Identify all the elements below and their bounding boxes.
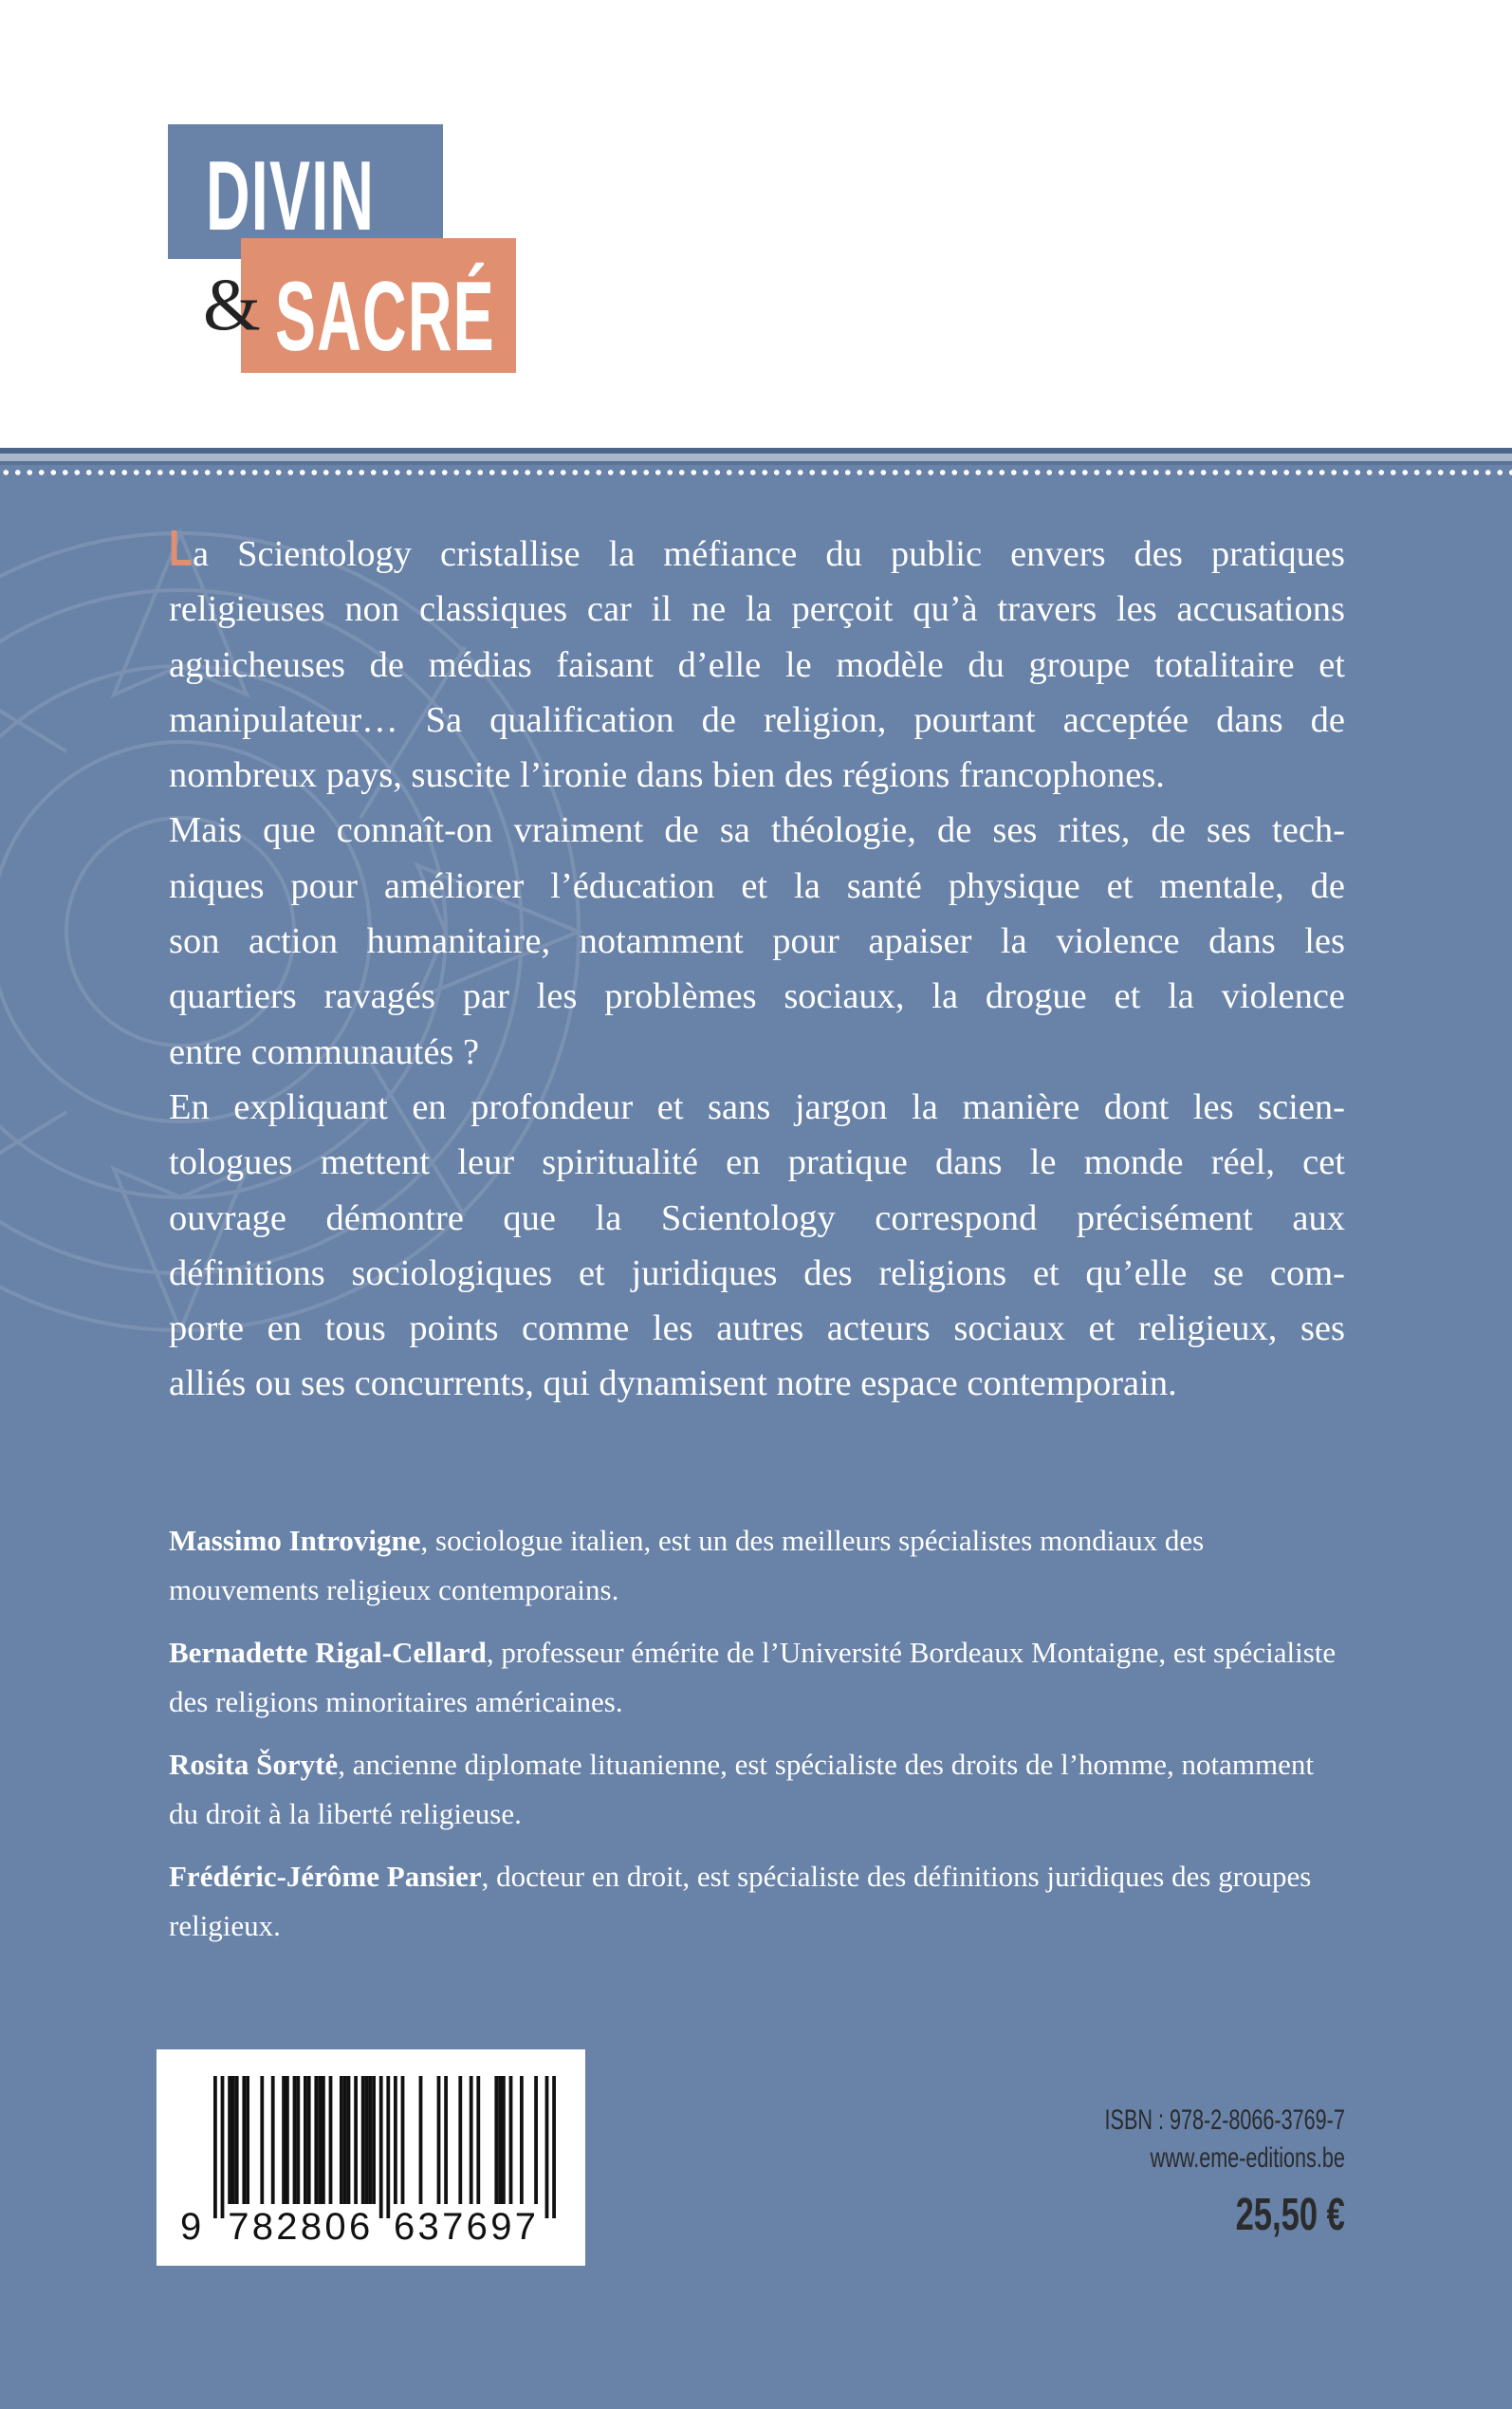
barcode-bar bbox=[221, 2076, 225, 2218]
barcode-bar bbox=[260, 2076, 264, 2204]
barcode-bar bbox=[213, 2076, 217, 2218]
barcode-bar bbox=[401, 2076, 405, 2204]
barcode-bar bbox=[502, 2076, 506, 2204]
blurb bbox=[169, 520, 1345, 1412]
barcode-bar bbox=[286, 2076, 289, 2204]
blurb-line bbox=[169, 693, 1345, 748]
barcode-digits: 637697 bbox=[394, 2206, 536, 2248]
barcode-bar bbox=[293, 2076, 297, 2204]
barcode-bar bbox=[476, 2076, 480, 2204]
barcode-bar bbox=[231, 2076, 235, 2204]
blurb-line-text: Mais que connaît-on vraiment de sa théologie, de ses rites, de ses tech- bbox=[169, 810, 1345, 851]
blurb-line-text: manipulateur… Sa qualification de religion, pourtant acceptée dans de bbox=[169, 699, 1345, 740]
blurb-line-text: aguicheuses de médias faisant d’elle le modèle du groupe totalitaire et bbox=[169, 644, 1345, 685]
barcode-graphic bbox=[157, 2049, 585, 2266]
blurb-line bbox=[169, 582, 1345, 637]
barcode-bar bbox=[372, 2076, 376, 2204]
blurb-line bbox=[169, 1301, 1345, 1356]
author-bio bbox=[169, 1628, 1345, 1727]
barcode-bar bbox=[379, 2076, 383, 2218]
barcode-bar bbox=[314, 2076, 318, 2204]
author-bios bbox=[169, 1516, 1345, 1964]
author-description: , ancienne diplomate lituanienne, est spécialiste des droits de l’homme, notamment du droit à la liberté religieuse. bbox=[169, 1748, 1314, 1830]
barcode-bar bbox=[437, 2076, 441, 2204]
blurb-line bbox=[169, 638, 1345, 693]
barcode-bar bbox=[365, 2076, 369, 2204]
barcode-bar bbox=[318, 2076, 322, 2204]
blurb-line-text: définitions sociologiques et juridiques des religions et qu’elle se com- bbox=[169, 1252, 1345, 1293]
barcode-bar bbox=[394, 2076, 397, 2204]
blurb-line-text: nombreux pays, suscite l’ironie dans bien des régions francophones. bbox=[169, 755, 1165, 796]
barcode-digits: 9 bbox=[180, 2206, 202, 2248]
blurb-line-text: quartiers ravagés par les problèmes sociaux, la drogue et la violence bbox=[169, 976, 1345, 1017]
barcode-bar bbox=[520, 2076, 524, 2204]
blurb-line-text: ouvrage démontre que la Scientology correspond précisément aux bbox=[169, 1197, 1345, 1238]
barcode-bar bbox=[494, 2076, 498, 2204]
blurb-line-text: porte en tous points comme les autres acteurs sociaux et religieux, ses bbox=[169, 1308, 1345, 1349]
barcode-bar bbox=[534, 2076, 538, 2204]
barcode-bar bbox=[419, 2076, 423, 2204]
price-block bbox=[1011, 2102, 1345, 2241]
isbn: ISBN : 978-2-8066-3769-7 bbox=[1104, 2104, 1345, 2136]
barcode-bar bbox=[498, 2076, 502, 2204]
barcode-bar bbox=[361, 2076, 365, 2204]
blurb-line-text: niques pour améliorer l’éducation et la santé physique et mentale, de bbox=[169, 865, 1345, 906]
blurb-line-text: En expliquant en profondeur et sans jargon la manière dont les scien- bbox=[169, 1086, 1345, 1127]
barcode-bar bbox=[296, 2076, 300, 2204]
blurb-line-text: a Scientology cristallise la méfiance du public envers des pratiques bbox=[193, 534, 1345, 574]
series-logo-word-sacre: SACRÉ bbox=[275, 262, 495, 372]
barcode-bar bbox=[347, 2076, 351, 2204]
barcode-bar bbox=[322, 2076, 325, 2204]
barcode-bar bbox=[304, 2076, 307, 2204]
series-logo-ampersand: & bbox=[203, 263, 261, 345]
author-bio bbox=[169, 1516, 1345, 1615]
barcode-bar bbox=[343, 2076, 347, 2204]
blurb-line bbox=[169, 914, 1345, 969]
author-description: , professeur émérite de l’Université Bordeaux Montaigne, est spécialiste des religions minoritaires américaines. bbox=[169, 1636, 1337, 1718]
blurb-line bbox=[169, 1025, 1345, 1080]
dotted-divider bbox=[0, 469, 1512, 476]
author-bio bbox=[169, 1852, 1345, 1951]
blurb-line bbox=[169, 1080, 1345, 1135]
author-name: Massimo Introvigne bbox=[169, 1524, 421, 1557]
header-stripe-light bbox=[0, 454, 1512, 461]
author-bio bbox=[169, 1740, 1345, 1839]
cover-top bbox=[0, 0, 1512, 448]
author-name: Rosita Šorytė bbox=[169, 1748, 339, 1781]
author-description: , sociologue italien, est un des meilleurs spécialistes mondiaux des mouvements religieux contemporains. bbox=[169, 1524, 1205, 1606]
blurb-line bbox=[169, 969, 1345, 1024]
barcode-bar bbox=[246, 2076, 249, 2204]
blurb-line bbox=[169, 520, 1345, 582]
barcode-bar bbox=[282, 2076, 286, 2204]
barcode-bar bbox=[458, 2076, 462, 2204]
barcode-bar bbox=[509, 2076, 513, 2204]
blurb-line bbox=[169, 1135, 1345, 1190]
barcode-bar bbox=[470, 2076, 473, 2204]
blurb-line bbox=[169, 1246, 1345, 1301]
blurb-line bbox=[169, 803, 1345, 858]
blurb-line bbox=[169, 1356, 1345, 1411]
blurb-line bbox=[169, 1191, 1345, 1246]
blurb-line bbox=[169, 859, 1345, 914]
blurb-line bbox=[169, 748, 1345, 803]
author-description: , docteur en droit, est spécialiste des définitions juridiques des groupes religieux. bbox=[169, 1860, 1312, 1942]
barcode-bar bbox=[329, 2076, 333, 2204]
barcode-bar bbox=[235, 2076, 239, 2204]
barcode bbox=[157, 2049, 585, 2266]
barcode-bar bbox=[242, 2076, 246, 2204]
drop-cap: L bbox=[169, 520, 193, 577]
barcode-bar bbox=[307, 2076, 311, 2204]
barcode-bar bbox=[354, 2076, 358, 2204]
price: 25,50 € bbox=[1235, 2190, 1345, 2240]
barcode-bar bbox=[444, 2076, 448, 2204]
barcode-bar bbox=[271, 2076, 275, 2204]
blurb-line-text: tologues mettent leur spiritualité en pratique dans le monde réel, cet bbox=[169, 1142, 1345, 1183]
blurb-line-text: alliés ou ses concurrents, qui dynamisent notre espace contemporain. bbox=[169, 1363, 1177, 1404]
barcode-bar bbox=[386, 2076, 390, 2218]
blurb-line-text: religieuses non classiques car il ne la perçoit qu’à travers les accusations bbox=[169, 589, 1345, 630]
blurb-line-text: entre communautés ? bbox=[169, 1031, 480, 1072]
author-name: Bernadette Rigal-Cellard bbox=[169, 1636, 487, 1669]
barcode-digits: 782806 bbox=[228, 2206, 371, 2248]
publisher-website: www.eme-editions.be bbox=[1150, 2142, 1345, 2174]
barcode-bar bbox=[552, 2076, 556, 2218]
header-stripe-mid bbox=[0, 461, 1512, 465]
barcode-bar bbox=[545, 2076, 549, 2218]
series-logo-word-divin: DIVIN bbox=[206, 141, 376, 251]
author-name: Frédéric-Jérôme Pansier bbox=[169, 1860, 482, 1893]
barcode-bar bbox=[368, 2076, 372, 2204]
barcode-bar bbox=[340, 2076, 343, 2204]
blurb-line-text: son action humanitaire, notamment pour apaiser la violence dans les bbox=[169, 921, 1345, 962]
barcode-bar bbox=[228, 2076, 231, 2204]
